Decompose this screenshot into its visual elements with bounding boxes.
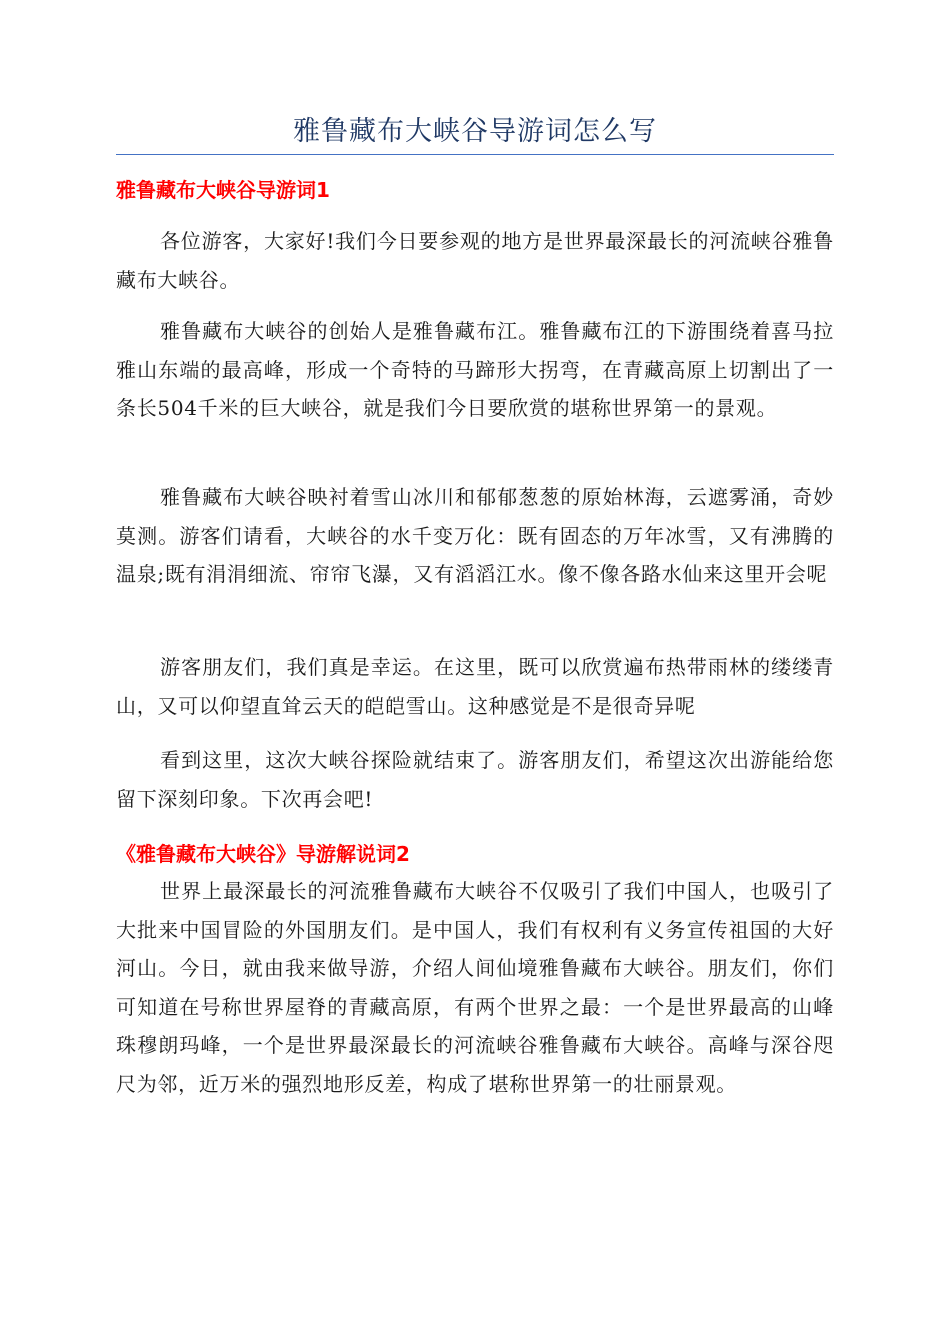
paragraph-1-3: 雅鲁藏布大峡谷映衬着雪山冰川和郁郁葱葱的原始林海，云遮雾涌，奇妙莫测。游客们请看，大峡谷的水千变万化：既有固态的万年冰雪，又有沸腾的温泉;既有涓涓细流、帘帘飞瀑，又有滔滔江水。像不像各路水仙来这里开会呢 xyxy=(116,485,834,587)
title-divider xyxy=(116,154,834,155)
paragraph-1-2: 雅鲁藏布大峡谷的创始人是雅鲁藏布江。雅鲁藏布江的下游围绕着喜马拉雅山东端的最高峰，形成一个奇特的马蹄形大拐弯，在青藏高原上切割出了一条长504千米的巨大峡谷，就是我们今日要欣赏的堪称世界第一的景观。 xyxy=(116,319,834,421)
paragraph-1-1: 各位游客，大家好!我们今日要参观的地方是世界最深最长的河流峡谷雅鲁藏布大峡谷。 xyxy=(116,229,834,292)
document-title: 雅鲁藏布大峡谷导游词怎么写 xyxy=(293,116,657,147)
paragraph-1-5: 看到这里，这次大峡谷探险就结束了。游客朋友们，希望这次出游能给您留下深刻印象。下次再会吧! xyxy=(116,748,834,811)
section-heading-1: 雅鲁藏布大峡谷导游词1 xyxy=(116,178,330,202)
section-heading-2: 《雅鲁藏布大峡谷》导游解说词2 xyxy=(116,842,410,866)
paragraph-1-4: 游客朋友们，我们真是幸运。在这里，既可以欣赏遍布热带雨林的缕缕青山，又可以仰望直耸云天的皑皑雪山。这种感觉是不是很奇异呢 xyxy=(116,655,834,718)
paragraph-2-1: 世界上最深最长的河流雅鲁藏布大峡谷不仅吸引了我们中国人，也吸引了大批来中国冒险的外国朋友们。是中国人，我们有权利有义务宣传祖国的大好河山。今日，就由我来做导游，介绍人间仙境雅鲁藏布大峡谷。朋友们，你们可知道在号称世界屋脊的青藏高原，有两个世界之最：一个是世界最高的山峰珠穆朗玛峰，一个是世界最深最长的河流峡谷雅鲁藏布大峡谷。高峰与深谷咫尺为邻，近万米的强烈地形反差，构成了堪称世界第一的壮丽景观。 xyxy=(116,879,834,1096)
